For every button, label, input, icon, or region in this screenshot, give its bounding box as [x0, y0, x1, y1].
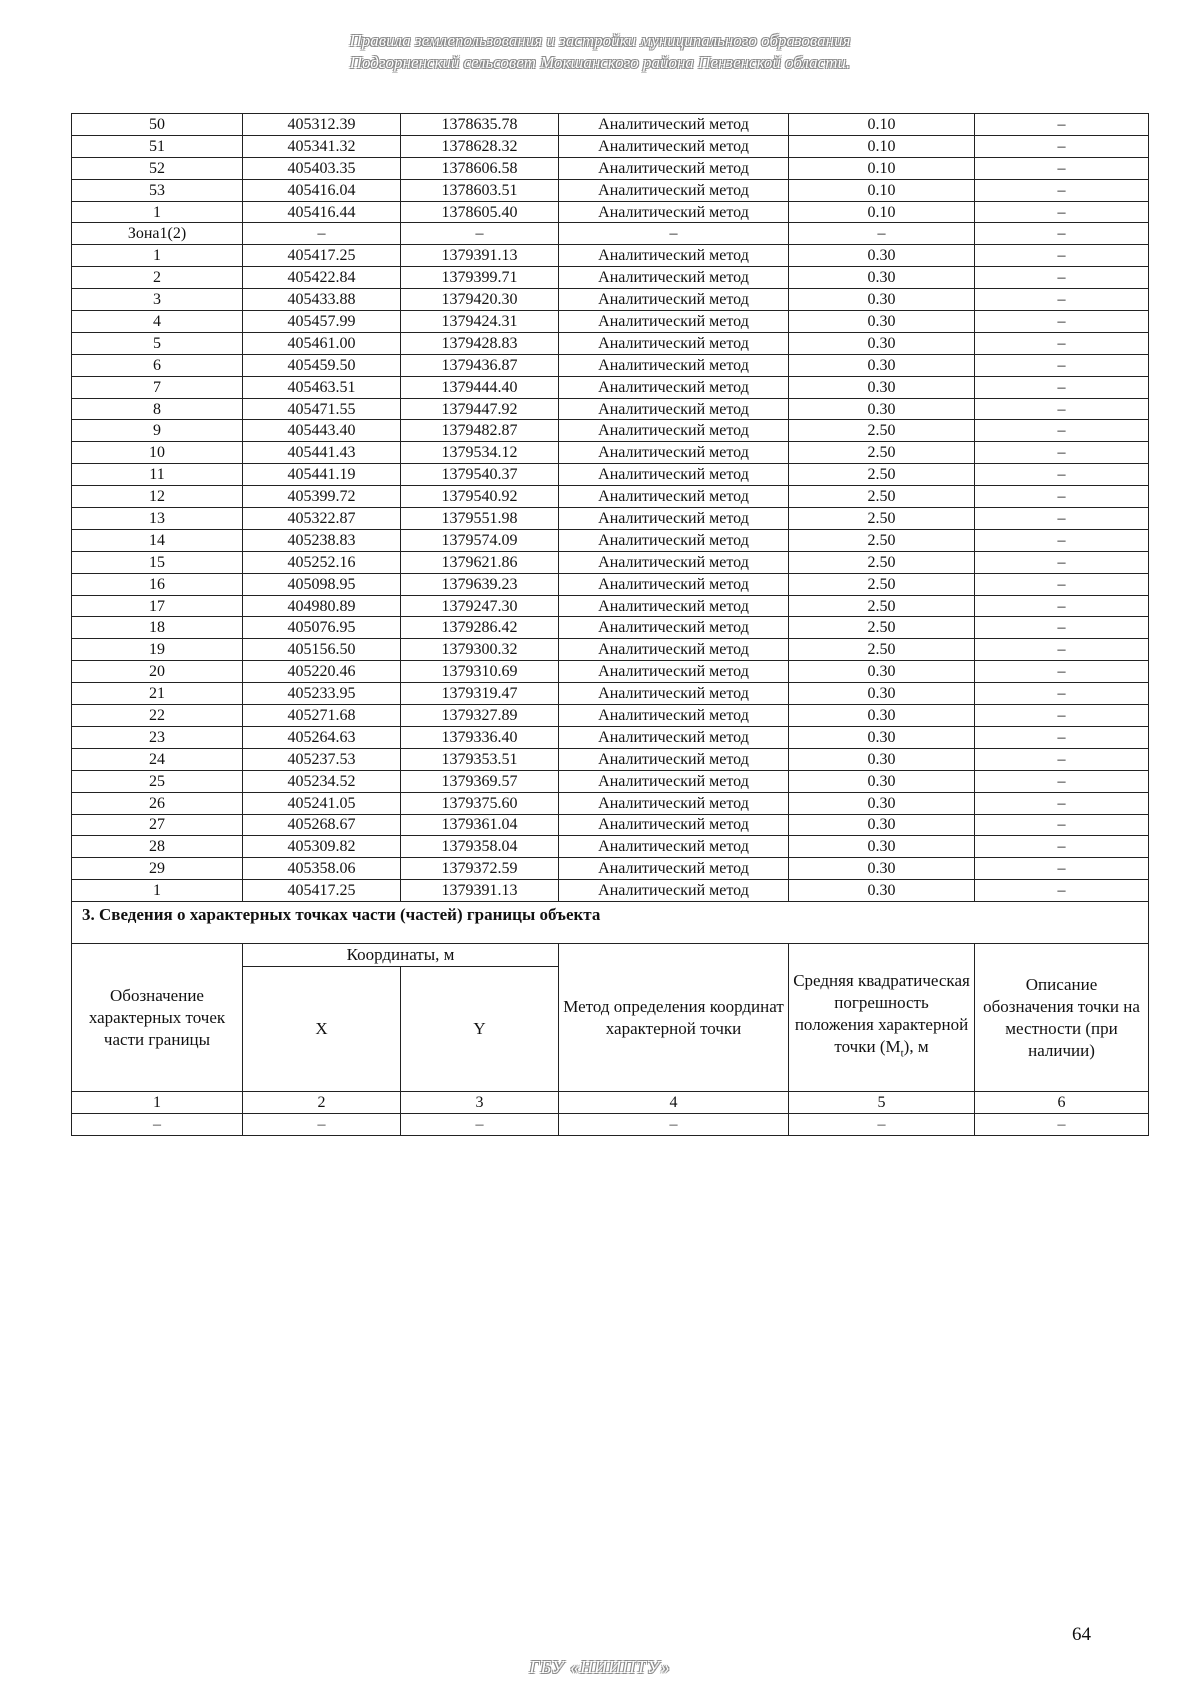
accuracy-subscript: t	[900, 1047, 904, 1060]
col-x: X	[243, 967, 401, 1092]
point-number-cell: 8	[72, 398, 243, 420]
point-number-cell: 27	[72, 814, 243, 836]
accuracy-cell: 0.30	[789, 792, 975, 814]
table-row	[72, 398, 1149, 420]
method-cell: Аналитический метод	[559, 267, 789, 289]
col-point-label: Обозначение характерных точек части границы	[72, 944, 243, 1092]
y-coordinate-cell: 1379639.23	[401, 573, 559, 595]
y-coordinate-cell: 1379369.57	[401, 770, 559, 792]
x-coordinate-cell: 405471.55	[243, 398, 401, 420]
x-coordinate-cell: 405403.35	[243, 157, 401, 179]
accuracy-cell: –	[789, 223, 975, 245]
y-coordinate-cell: 1379391.13	[401, 245, 559, 267]
y-coordinate-cell: 1379574.09	[401, 529, 559, 551]
x-coordinate-cell: 405233.95	[243, 683, 401, 705]
x-coordinate-cell: 405156.50	[243, 639, 401, 661]
method-cell: Аналитический метод	[559, 179, 789, 201]
y-coordinate-cell: 1379540.92	[401, 486, 559, 508]
accuracy-cell: 0.30	[789, 705, 975, 727]
table-row	[72, 332, 1149, 354]
method-cell: Аналитический метод	[559, 617, 789, 639]
accuracy-cell: 2.50	[789, 508, 975, 530]
method-cell: Аналитический метод	[559, 639, 789, 661]
x-coordinate-cell: 405416.44	[243, 201, 401, 223]
description-cell: –	[975, 726, 1149, 748]
description-cell: –	[975, 486, 1149, 508]
table-row	[72, 639, 1149, 661]
x-coordinate-cell: 405238.83	[243, 529, 401, 551]
y-coordinate-cell: 1379247.30	[401, 595, 559, 617]
accuracy-cell: 0.30	[789, 836, 975, 858]
description-cell: –	[975, 332, 1149, 354]
x-coordinate-cell: 405416.04	[243, 179, 401, 201]
point-number-cell: 51	[72, 135, 243, 157]
description-cell: –	[975, 595, 1149, 617]
point-number-cell: 3	[72, 289, 243, 311]
method-cell: Аналитический метод	[559, 135, 789, 157]
y-coordinate-cell: 1378628.32	[401, 135, 559, 157]
accuracy-unit: ), м	[903, 1037, 929, 1057]
accuracy-cell: 0.30	[789, 311, 975, 333]
accuracy-cell: 0.10	[789, 135, 975, 157]
description-cell: –	[975, 617, 1149, 639]
description-cell: –	[975, 770, 1149, 792]
description-cell: –	[975, 836, 1149, 858]
x-coordinate-cell: 404980.89	[243, 595, 401, 617]
col-accuracy	[789, 944, 975, 1092]
section-3	[72, 902, 1149, 1136]
method-cell: Аналитический метод	[559, 354, 789, 376]
method-cell: Аналитический метод	[559, 858, 789, 880]
accuracy-cell: 0.30	[789, 354, 975, 376]
description-cell: –	[975, 683, 1149, 705]
method-cell: Аналитический метод	[559, 464, 789, 486]
col-number: 2	[243, 1092, 401, 1114]
description-cell: –	[975, 157, 1149, 179]
point-number-cell: 12	[72, 486, 243, 508]
coordinates-table-body	[72, 114, 1149, 902]
accuracy-cell: 0.30	[789, 726, 975, 748]
y-coordinate-cell: 1379482.87	[401, 420, 559, 442]
point-number-cell: 4	[72, 311, 243, 333]
x-coordinate-cell: 405268.67	[243, 814, 401, 836]
table-row	[72, 551, 1149, 573]
table-row	[72, 595, 1149, 617]
y-coordinate-cell: 1379336.40	[401, 726, 559, 748]
table-row	[72, 267, 1149, 289]
y-coordinate-cell: 1379361.04	[401, 814, 559, 836]
col-method: Метод определения координат характерной точки	[559, 944, 789, 1092]
method-cell: Аналитический метод	[559, 814, 789, 836]
accuracy-cell: 0.30	[789, 376, 975, 398]
point-number-cell: 18	[72, 617, 243, 639]
y-coordinate-cell: –	[401, 223, 559, 245]
x-coordinate-cell: –	[243, 223, 401, 245]
point-number-cell: Зона1(2)	[72, 223, 243, 245]
table-row	[72, 420, 1149, 442]
col-number: 6	[975, 1092, 1149, 1114]
y-coordinate-cell: 1379621.86	[401, 551, 559, 573]
y-coordinate-cell: 1379444.40	[401, 376, 559, 398]
method-cell: Аналитический метод	[559, 508, 789, 530]
accuracy-cell: 0.30	[789, 267, 975, 289]
table-row	[72, 705, 1149, 727]
method-cell: Аналитический метод	[559, 245, 789, 267]
table-row	[72, 836, 1149, 858]
y-coordinate-cell: 1379372.59	[401, 858, 559, 880]
description-cell: –	[975, 880, 1149, 902]
point-number-cell: 21	[72, 683, 243, 705]
x-coordinate-cell: 405399.72	[243, 486, 401, 508]
method-cell: Аналитический метод	[559, 376, 789, 398]
method-cell: Аналитический метод	[559, 836, 789, 858]
description-cell: –	[975, 814, 1149, 836]
method-cell: Аналитический метод	[559, 726, 789, 748]
method-cell: Аналитический метод	[559, 114, 789, 136]
y-coordinate-cell: 1379540.37	[401, 464, 559, 486]
description-cell: –	[975, 179, 1149, 201]
y-coordinate-cell: 1379358.04	[401, 836, 559, 858]
y-coordinate-cell: 1379327.89	[401, 705, 559, 727]
accuracy-cell: 2.50	[789, 573, 975, 595]
col-coordinates: Координаты, м	[243, 944, 559, 967]
point-number-cell: 52	[72, 157, 243, 179]
table-row	[72, 354, 1149, 376]
table-row	[72, 486, 1149, 508]
method-cell: Аналитический метод	[559, 201, 789, 223]
empty-cell: –	[401, 1113, 559, 1135]
x-coordinate-cell: 405422.84	[243, 267, 401, 289]
empty-cell: –	[559, 1113, 789, 1135]
table-row	[72, 661, 1149, 683]
table-row	[72, 442, 1149, 464]
table-row	[72, 179, 1149, 201]
table-row	[72, 748, 1149, 770]
table-row	[72, 814, 1149, 836]
table-row	[72, 508, 1149, 530]
x-coordinate-cell: 405461.00	[243, 332, 401, 354]
col-y: Y	[401, 967, 559, 1092]
method-cell: Аналитический метод	[559, 661, 789, 683]
y-coordinate-cell: 1379391.13	[401, 880, 559, 902]
method-cell: Аналитический метод	[559, 595, 789, 617]
x-coordinate-cell: 405237.53	[243, 748, 401, 770]
table-row	[72, 311, 1149, 333]
x-coordinate-cell: 405309.82	[243, 836, 401, 858]
accuracy-cell: 0.30	[789, 398, 975, 420]
col-number: 4	[559, 1092, 789, 1114]
accuracy-cell: 2.50	[789, 464, 975, 486]
description-cell: –	[975, 398, 1149, 420]
section-3-title: 3. Сведения о характерных точках части (частей) границы объекта	[72, 902, 1149, 944]
point-number-cell: 23	[72, 726, 243, 748]
y-coordinate-cell: 1379310.69	[401, 661, 559, 683]
method-cell: Аналитический метод	[559, 398, 789, 420]
y-coordinate-cell: 1379428.83	[401, 332, 559, 354]
x-coordinate-cell: 405417.25	[243, 245, 401, 267]
section-3-empty-row	[72, 1113, 1149, 1135]
table-row	[72, 573, 1149, 595]
point-number-cell: 14	[72, 529, 243, 551]
page-footer: ГБУ «НИИПТУ»	[529, 1657, 671, 1677]
method-cell: Аналитический метод	[559, 573, 789, 595]
x-coordinate-cell: 405220.46	[243, 661, 401, 683]
accuracy-cell: 0.30	[789, 683, 975, 705]
accuracy-cell: 0.10	[789, 201, 975, 223]
method-cell: Аналитический метод	[559, 683, 789, 705]
description-cell: –	[975, 551, 1149, 573]
description-cell: –	[975, 792, 1149, 814]
col-number: 5	[789, 1092, 975, 1114]
page-number: 64	[1072, 1624, 1091, 1645]
section-3-title-row	[72, 902, 1149, 944]
accuracy-cell: 2.50	[789, 639, 975, 661]
table-row	[72, 201, 1149, 223]
method-cell: Аналитический метод	[559, 880, 789, 902]
point-number-cell: 25	[72, 770, 243, 792]
y-coordinate-cell: 1378635.78	[401, 114, 559, 136]
x-coordinate-cell: 405264.63	[243, 726, 401, 748]
point-number-cell: 1	[72, 201, 243, 223]
table-row	[72, 726, 1149, 748]
method-cell: Аналитический метод	[559, 792, 789, 814]
col-number: 3	[401, 1092, 559, 1114]
accuracy-cell: 0.30	[789, 245, 975, 267]
method-cell: Аналитический метод	[559, 420, 789, 442]
point-number-cell: 1	[72, 245, 243, 267]
page-header	[0, 30, 1200, 74]
y-coordinate-cell: 1379399.71	[401, 267, 559, 289]
x-coordinate-cell: 405457.99	[243, 311, 401, 333]
accuracy-cell: 2.50	[789, 529, 975, 551]
section-3-header-row-1	[72, 944, 1149, 967]
table-row	[72, 376, 1149, 398]
method-cell: Аналитический метод	[559, 332, 789, 354]
method-cell: Аналитический метод	[559, 486, 789, 508]
empty-cell: –	[72, 1113, 243, 1135]
col-number: 1	[72, 1092, 243, 1114]
point-number-cell: 28	[72, 836, 243, 858]
table-row	[72, 114, 1149, 136]
point-number-cell: 2	[72, 267, 243, 289]
y-coordinate-cell: 1379353.51	[401, 748, 559, 770]
method-cell: Аналитический метод	[559, 705, 789, 727]
method-cell: Аналитический метод	[559, 551, 789, 573]
description-cell: –	[975, 442, 1149, 464]
table-row	[72, 245, 1149, 267]
table-row	[72, 858, 1149, 880]
point-number-cell: 26	[72, 792, 243, 814]
description-cell: –	[975, 639, 1149, 661]
section-3-number-row	[72, 1092, 1149, 1114]
y-coordinate-cell: 1379420.30	[401, 289, 559, 311]
point-number-cell: 13	[72, 508, 243, 530]
x-coordinate-cell: 405417.25	[243, 880, 401, 902]
table-row	[72, 464, 1149, 486]
description-cell: –	[975, 661, 1149, 683]
description-cell: –	[975, 135, 1149, 157]
description-cell: –	[975, 508, 1149, 530]
col-description: Описание обозначения точки на местности (при наличии)	[975, 944, 1149, 1092]
y-coordinate-cell: 1379447.92	[401, 398, 559, 420]
x-coordinate-cell: 405443.40	[243, 420, 401, 442]
description-cell: –	[975, 223, 1149, 245]
x-coordinate-cell: 405252.16	[243, 551, 401, 573]
point-number-cell: 53	[72, 179, 243, 201]
coordinates-table	[71, 113, 1149, 1136]
point-number-cell: 9	[72, 420, 243, 442]
table-row	[72, 617, 1149, 639]
description-cell: –	[975, 529, 1149, 551]
x-coordinate-cell: 405441.43	[243, 442, 401, 464]
method-cell: –	[559, 223, 789, 245]
x-coordinate-cell: 405341.32	[243, 135, 401, 157]
method-cell: Аналитический метод	[559, 289, 789, 311]
empty-cell: –	[243, 1113, 401, 1135]
description-cell: –	[975, 267, 1149, 289]
x-coordinate-cell: 405098.95	[243, 573, 401, 595]
x-coordinate-cell: 405241.05	[243, 792, 401, 814]
table-row	[72, 683, 1149, 705]
description-cell: –	[975, 245, 1149, 267]
x-coordinate-cell: 405322.87	[243, 508, 401, 530]
accuracy-text: Средняя квадратическая погрешность положения характерной точки (M	[793, 971, 970, 1057]
accuracy-cell: 0.30	[789, 814, 975, 836]
description-cell: –	[975, 311, 1149, 333]
x-coordinate-cell: 405234.52	[243, 770, 401, 792]
point-number-cell: 19	[72, 639, 243, 661]
empty-cell: –	[789, 1113, 975, 1135]
point-number-cell: 22	[72, 705, 243, 727]
header-line-2: Подгорненский сельсовет Мокшанского района Пензенской области.	[349, 53, 851, 72]
accuracy-cell: 0.30	[789, 770, 975, 792]
accuracy-cell: 0.30	[789, 748, 975, 770]
method-cell: Аналитический метод	[559, 157, 789, 179]
description-cell: –	[975, 420, 1149, 442]
accuracy-cell: 2.50	[789, 420, 975, 442]
table-row	[72, 529, 1149, 551]
description-cell: –	[975, 464, 1149, 486]
y-coordinate-cell: 1379375.60	[401, 792, 559, 814]
table-row	[72, 770, 1149, 792]
accuracy-cell: 0.30	[789, 332, 975, 354]
y-coordinate-cell: 1378605.40	[401, 201, 559, 223]
method-cell: Аналитический метод	[559, 748, 789, 770]
table-row	[72, 289, 1149, 311]
method-cell: Аналитический метод	[559, 529, 789, 551]
y-coordinate-cell: 1379319.47	[401, 683, 559, 705]
accuracy-cell: 0.10	[789, 179, 975, 201]
header-line-1: Правила землепользования и застройки муниципального образования	[349, 31, 851, 50]
y-coordinate-cell: 1379534.12	[401, 442, 559, 464]
x-coordinate-cell: 405433.88	[243, 289, 401, 311]
method-cell: Аналитический метод	[559, 442, 789, 464]
description-cell: –	[975, 858, 1149, 880]
description-cell: –	[975, 705, 1149, 727]
y-coordinate-cell: 1379300.32	[401, 639, 559, 661]
accuracy-cell: 2.50	[789, 486, 975, 508]
point-number-cell: 20	[72, 661, 243, 683]
accuracy-cell: 2.50	[789, 551, 975, 573]
y-coordinate-cell: 1379436.87	[401, 354, 559, 376]
x-coordinate-cell: 405271.68	[243, 705, 401, 727]
y-coordinate-cell: 1379286.42	[401, 617, 559, 639]
x-coordinate-cell: 405459.50	[243, 354, 401, 376]
empty-cell: –	[975, 1113, 1149, 1135]
point-number-cell: 1	[72, 880, 243, 902]
y-coordinate-cell: 1379424.31	[401, 311, 559, 333]
method-cell: Аналитический метод	[559, 311, 789, 333]
point-number-cell: 50	[72, 114, 243, 136]
description-cell: –	[975, 376, 1149, 398]
method-cell: Аналитический метод	[559, 770, 789, 792]
description-cell: –	[975, 748, 1149, 770]
table-row	[72, 135, 1149, 157]
accuracy-cell: 0.30	[789, 661, 975, 683]
table-row	[72, 792, 1149, 814]
table-row	[72, 223, 1149, 245]
description-cell: –	[975, 289, 1149, 311]
accuracy-cell: 0.10	[789, 157, 975, 179]
point-number-cell: 10	[72, 442, 243, 464]
table-row	[72, 880, 1149, 902]
point-number-cell: 7	[72, 376, 243, 398]
description-cell: –	[975, 354, 1149, 376]
point-number-cell: 11	[72, 464, 243, 486]
point-number-cell: 29	[72, 858, 243, 880]
accuracy-cell: 2.50	[789, 617, 975, 639]
accuracy-cell: 0.30	[789, 880, 975, 902]
description-cell: –	[975, 573, 1149, 595]
accuracy-cell: 0.10	[789, 114, 975, 136]
description-cell: –	[975, 201, 1149, 223]
y-coordinate-cell: 1378606.58	[401, 157, 559, 179]
y-coordinate-cell: 1379551.98	[401, 508, 559, 530]
x-coordinate-cell: 405312.39	[243, 114, 401, 136]
accuracy-cell: 2.50	[789, 442, 975, 464]
x-coordinate-cell: 405463.51	[243, 376, 401, 398]
point-number-cell: 6	[72, 354, 243, 376]
point-number-cell: 24	[72, 748, 243, 770]
table-row	[72, 157, 1149, 179]
point-number-cell: 17	[72, 595, 243, 617]
y-coordinate-cell: 1378603.51	[401, 179, 559, 201]
x-coordinate-cell: 405076.95	[243, 617, 401, 639]
accuracy-cell: 0.30	[789, 858, 975, 880]
accuracy-cell: 2.50	[789, 595, 975, 617]
x-coordinate-cell: 405358.06	[243, 858, 401, 880]
point-number-cell: 15	[72, 551, 243, 573]
description-cell: –	[975, 114, 1149, 136]
point-number-cell: 16	[72, 573, 243, 595]
accuracy-cell: 0.30	[789, 289, 975, 311]
x-coordinate-cell: 405441.19	[243, 464, 401, 486]
point-number-cell: 5	[72, 332, 243, 354]
